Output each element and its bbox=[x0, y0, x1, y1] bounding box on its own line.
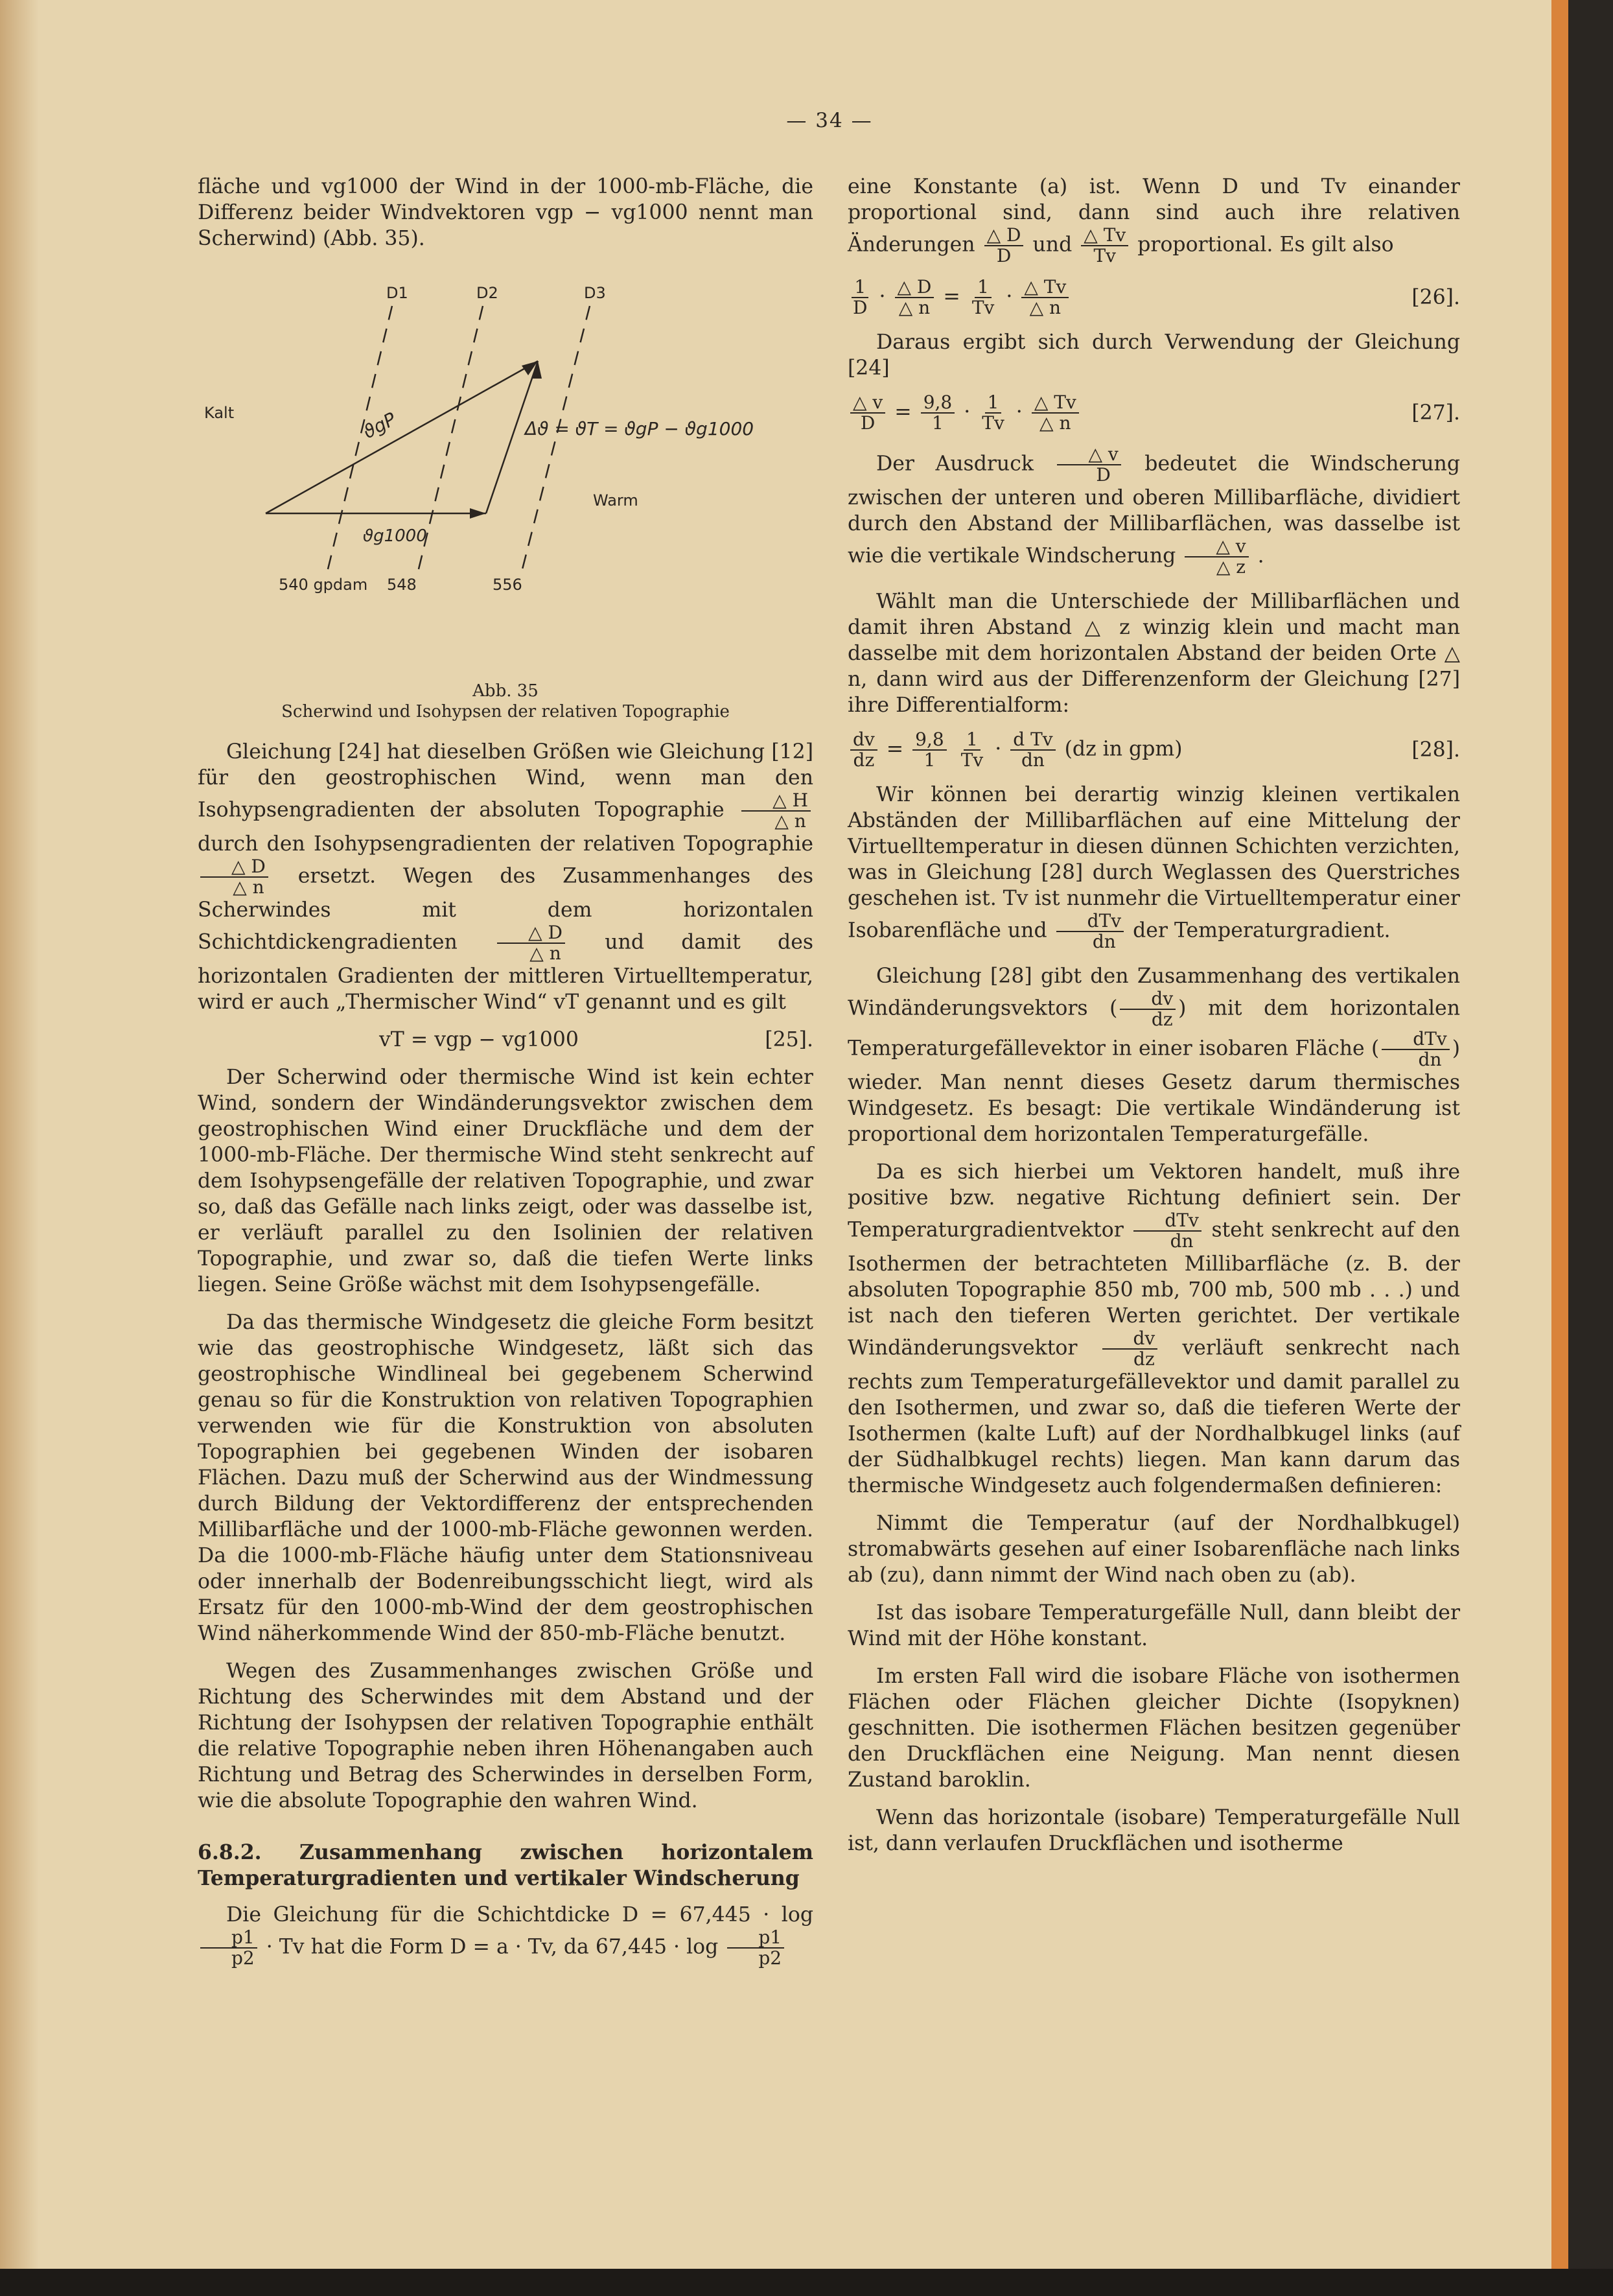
fraction: $\frac{dv}{dz}$ bbox=[1120, 989, 1176, 1029]
fraction: $\frac{\triangle D}{\triangle n}$ bbox=[200, 857, 268, 897]
paragraph-thermisches-windgesetz: Gleichung [28] gibt den Zusammenhang des vertikalen Windänderungsvektors ( $\frac{dv}{dz}$ ) mit dem horizontalen Temperaturgefällevektor in einer isobaren Fläche ( $\frac{\text{dTv}}{dn}$ ) wieder. Man nennt dieses Gesetz darum thermisches Windgesetz. Es besagt: Die vertikale Windänderung ist proportional dem horizontalen Temperaturgefälle. bbox=[848, 965, 1461, 1146]
label-d1: D1 bbox=[386, 284, 408, 302]
page-shadow bbox=[0, 2269, 1613, 2296]
paragraph-windlineal: Da das thermische Windgesetz die gleiche Form besitzt wie das geostrophische Windgesetz, läßt sich das geostrophische Windlineal bei gegebenem Scherwind genau so für die Konstruktion von relativen Topographien verwenden wie für die Konstruktion von absoluten Topographien bei gegebenen Winden der isobaren Flächen. Dazu muß der Scherwind aus der Windmessung durch Bildung der Vektordifferenz der entsprechenden Millibarfläche und der 1000-mb-Fläche gewonnen werden. Da die 1000-mb-Fläche häufig unter dem Stationsniveau oder innerhalb der Bodenreibungsschicht liegt, wird als Ersatz für den 1000-mb-Wind der dem geostrophischen Wind näherkommende Wind der 850-mb-Fläche benutzt. bbox=[198, 1311, 813, 1645]
paragraph-schichtdicke: Die Gleichung für die Schichtdicke D = 67,445 · log $\frac{p1}{p2}$ · Tv hat die Form D = a · Tv, da 67,445 · log $\frac{p1}{p2}$ bbox=[198, 1902, 813, 1968]
paragraph-intro: fläche und vg1000 der Wind in der 1000-mb-Fläche, die Differenz beider Windvektoren vgp − vg1000 nennt man Scherwind) (Abb. 35). bbox=[198, 175, 813, 250]
paragraph-ausdruck: Der Ausdruck $\frac{\triangle v}{D}$ bedeutet die Windscherung zwischen der unteren und oberen Millibarfläche, dividiert durch den Abstand der Millibarflächen, was dasselbe ist wie die vertikale Windscherung $\frac{\triangle v}{\triangle z}$ . bbox=[848, 443, 1460, 578]
paragraph-daraus: Daraus ergibt sich durch Verwendung der Gleichung [24] bbox=[848, 331, 1460, 380]
caption-number: Abb. 35 bbox=[472, 681, 539, 701]
isohypse-d2 bbox=[418, 306, 483, 572]
equation-27: $\frac{\triangle v}{D}$ = $\frac{9,8}{1}$ · $\frac{1}{Tv}$ · $\frac{\triangle Tv}{\triangle n}$ [27]. bbox=[848, 393, 1460, 433]
fraction: $\frac{\text{dTv}}{dn}$ bbox=[1056, 911, 1124, 952]
label-delta-equation: Δϑ = ϑT = ϑgP − ϑg1000 bbox=[525, 418, 754, 439]
fraction: $\frac{\triangle v}{D}$ bbox=[1057, 445, 1120, 485]
fraction: $\frac{p1}{p2}$ bbox=[727, 1928, 784, 1968]
arrowhead-vg1000 bbox=[470, 508, 486, 519]
equation-25: vT = vgp − vg1000 [25]. bbox=[379, 1028, 813, 1051]
fraction: $\frac{\text{dTv}}{dn}$ bbox=[1382, 1029, 1449, 1070]
fraction: $\frac{\text{dTv}}{dn}$ bbox=[1133, 1211, 1201, 1251]
page-binding-edge bbox=[0, 0, 39, 2269]
figure-caption bbox=[198, 681, 813, 722]
fraction: $\frac{\triangle Tv}{Tv}$ bbox=[1081, 226, 1128, 266]
left-column bbox=[198, 174, 813, 1980]
page-number: — 34 — bbox=[786, 109, 873, 132]
paragraph-null: Ist das isobare Temperaturgefälle Null, dann bleibt der Wind mit der Höhe konstant. bbox=[848, 1601, 1460, 1650]
fraction: $\frac{\triangle v}{\triangle z}$ bbox=[1185, 537, 1248, 577]
equation-28: $\frac{dv}{dz}$ = $\frac{9,8}{1}$ $\frac{1}{Tv}$ · $\frac{\text{d Tv}}{dn}$ (dz in gpm) [28]. bbox=[848, 730, 1460, 770]
fraction: $\frac{\triangle D}{\triangle n}$ bbox=[497, 923, 565, 963]
figure-35 bbox=[198, 267, 813, 669]
label-vg1000: ϑg1000 bbox=[363, 526, 427, 546]
label-kalt: Kalt bbox=[204, 404, 235, 422]
label-d3: D3 bbox=[584, 284, 606, 302]
paragraph-baroklin: Im ersten Fall wird die isobare Fläche von isothermen Flächen oder Flächen gleicher Dichte (Isopyknen) geschnitten. Die isothermen Flächen besitzen gegenüber den Druckflächen eine Neigung. Man nennt diesen Zustand baroklin. bbox=[848, 1665, 1460, 1792]
vector-vgp bbox=[266, 361, 538, 513]
section-title: Zusammenhang zwischen horizontalem Temperaturgradienten und vertikaler Windscherung bbox=[198, 1840, 814, 1890]
fraction: $\frac{\triangle D}{D}$ bbox=[984, 226, 1024, 266]
paragraph-konstante: eine Konstante (a) ist. Wenn D und Tv einander proportional sind, dann sind auch ihre relativen Änderungen $\frac{\triangle D}{D}$ und $\frac{\triangle Tv}{Tv}$ proportional. Es gilt also bbox=[848, 175, 1460, 266]
paragraph-regel: Nimmt die Temperatur (auf der Nordhalbkugel) stromabwärts gesehen auf einer Isobarenfläche nach links ab (zu), dann nimmt der Wind nach oben zu (ab). bbox=[848, 1512, 1460, 1587]
paragraph-isotherme: Wenn das horizontale (isobare) Temperaturgefälle Null ist, dann verlaufen Druckflächen und isotherme bbox=[848, 1806, 1460, 1855]
fraction: $\frac{\triangle H}{\triangle n}$ bbox=[741, 791, 811, 831]
right-column bbox=[848, 174, 1460, 1868]
caption-text: Scherwind und Isohypsen der relativen Topographie bbox=[281, 702, 730, 721]
section-number: 6.8.2. bbox=[198, 1840, 262, 1864]
label-d2: D2 bbox=[476, 284, 498, 302]
paragraph-vektoren: Da es sich hierbei um Vektoren handelt, muß ihre positive bzw. negative Richtung definiert sein. Der Temperaturgradientvektor $\frac{\text{dTv}}{dn}$ steht senkrecht auf den Isothermen der betrachteten Millibarfläche (z. B. der absoluten Topographie 850 mb, 700 mb, 500 mb . . .) und ist nach den tieferen Werten gerichtet. Der vertikale Windänderungsvektor $\frac{dv}{dz}$ verläuft senkrecht nach rechts zum Temperaturgefällevektor und damit parallel zu den Isothermen, und zwar so, daß die tieferen Werte der Isothermen (kalte Luft) auf der Nordhalbkugel links (auf der Südhalbkugel rechts) liegen. Man kann darum das thermische Windgesetz auch folgendermaßen definieren: bbox=[848, 1160, 1460, 1497]
label-556: 556 bbox=[493, 576, 522, 594]
paragraph-scherwind: Der Scherwind oder thermische Wind ist kein echter Wind, sondern der Windänderungsvektor zwischen dem geostrophischen Wind einer Druckfläche und dem der 1000-mb-Fläche. Der thermische Wind steht senkrecht auf dem Isohypsengefälle der relativen Topographie, und zwar so, daß das Gefälle nach links zeigt, oder was dasselbe ist, er verläuft parallel zu den Isolinien der relativen Topographie, und zwar so, daß die tiefen Werte links liegen. Seine Größe wächst mit dem Isohypsengefälle. bbox=[198, 1066, 813, 1296]
fraction: $\frac{p1}{p2}$ bbox=[200, 1928, 257, 1968]
label-warm: Warm bbox=[593, 491, 638, 510]
paragraph-relative-topographie: Wegen des Zusammenhanges zwischen Größe und Richtung des Scherwindes mit dem Abstand und der Richtung der Isohypsen der relativen Topographie enthält die relative Topographie neben ihren Höhenangaben auch Richtung und Betrag des Scherwindes in derselben Form, wie die absolute Topographie den wahren Wind. bbox=[198, 1659, 813, 1812]
label-540: 540 gpdam bbox=[279, 576, 368, 594]
label-548: 548 bbox=[387, 576, 417, 594]
fraction: $\frac{dv}{dz}$ bbox=[1102, 1329, 1158, 1369]
paragraph-virtuelltemperatur: Wir können bei derartig winzig kleinen vertikalen Abständen der Millibarflächen auf eine Mittelung der Virtuelltemperatur in diesen dünnen Schichten verzichten, was in Gleichung [28] durch Weglassen des Querstriches geschehen ist. Tv ist nunmehr die Virtuelltemperatur einer Isobarenfläche und $\frac{\text{dTv}}{dn}$ der Temperaturgradient. bbox=[848, 783, 1460, 952]
section-heading bbox=[198, 1840, 813, 1892]
equation-26: $\frac{1}{D}$ · $\frac{\triangle D}{\triangle n}$ = $\frac{1}{Tv}$ · $\frac{\triangle Tv}{\triangle n}$ [26]. bbox=[853, 276, 1460, 318]
label-vgp: ϑgP bbox=[360, 408, 400, 443]
paragraph-differentialform: Wählt man die Unterschiede der Millibarflächen und damit ihren Abstand △ z winzig klein und macht man dasselbe mit dem horizontalen Abstand der beiden Orte △ n, dann wird aus der Differenzenform der Gleichung [27] ihre Differentialform: bbox=[848, 590, 1460, 717]
paragraph-gleichung-24: Gleichung [24] hat dieselben Größen wie Gleichung [12] für den geostrophischen Wind, wenn man den Isohypsengradienten der absoluten Topographie $\frac{\triangle H}{\triangle n}$ durch den Isohypsengradienten der relativen Topographie $\frac{\triangle D}{\triangle n}$ ersetzt. Wegen des Zusammenhanges des Scherwindes mit dem horizontalen Schichtdickengradienten $\frac{\triangle D}{\triangle n}$ und damit des horizontalen Gradienten der mittleren Virtuelltemperatur, wird er auch „Thermischer Wind“ vT genannt und es gilt bbox=[198, 740, 814, 1014]
